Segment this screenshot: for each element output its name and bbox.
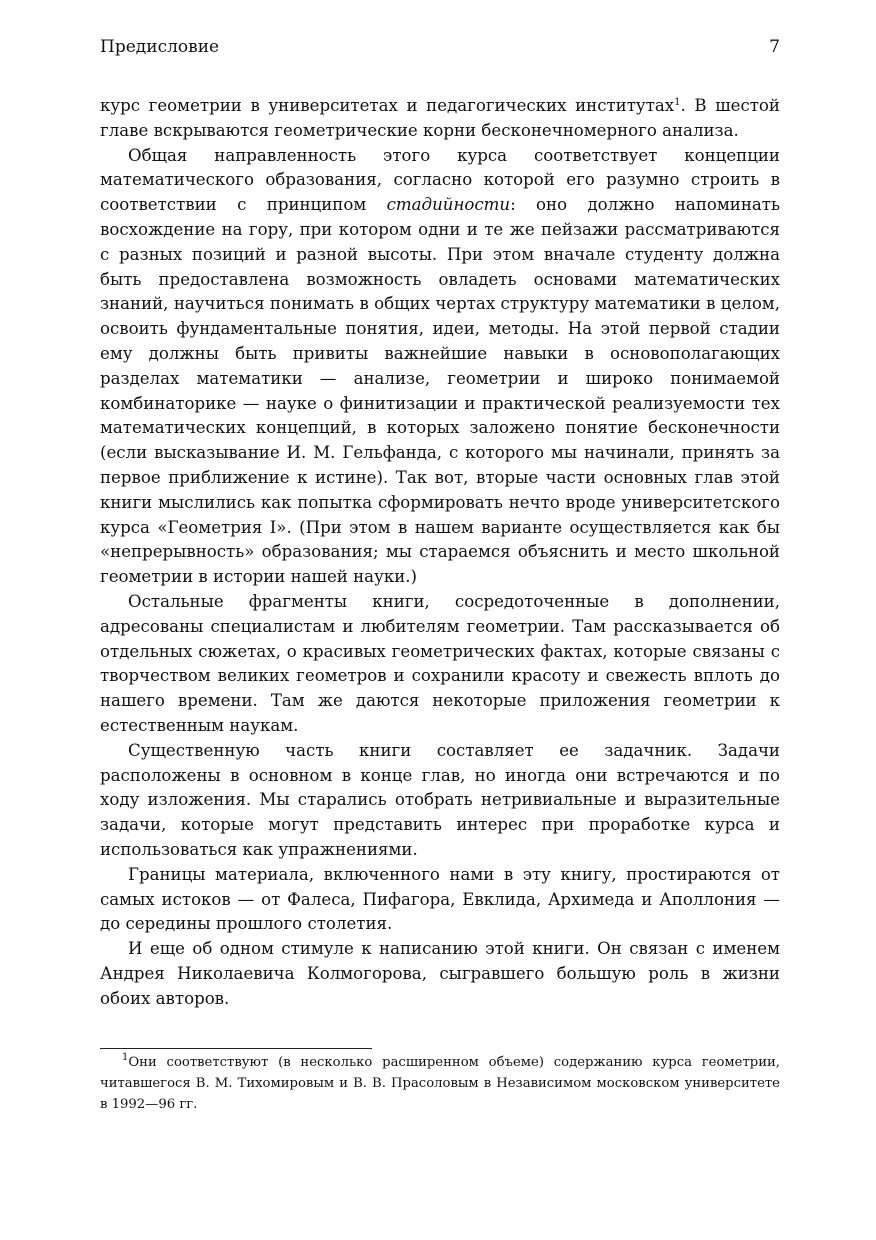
paragraph-4: Существенную часть книги составляет ее задачник. Задачи расположены в основном в конце глав, но иногда они встречаются и по ходу изложения. Мы старались отобрать нетривиальные и выразительные задачи, которые могут представить интерес при проработке курса и использоваться как упражнениями.	[100, 740, 780, 859]
footnote-rule	[100, 1048, 372, 1049]
paragraph-1-end: . В шестой главе вскрываются геометрические корни бесконечномерного анализа.	[100, 96, 780, 140]
paragraph-1-start: курс геометрии в университетах и педагогических институтах	[100, 96, 675, 115]
paragraph-3: Остальные фрагменты книги, сосредоточенные в дополнении, адресованы специалистам и любителям геометрии. Там рассказывается об отдельных сюжетах, о красивых геометрических фактах, которые связаны с творчеством великих геометров и сохранили красоту и свежесть вплоть до нашего времени. Там же даются некоторые приложения геометрии к естественным наукам.	[100, 591, 780, 735]
paragraph-6: И еще об одном стимуле к написанию этой книги. Он связан с именем Андрея Николаевича Колмогорова, сыгравшего большую роль в жизни обоих авторов.	[100, 939, 780, 1008]
running-head	[100, 36, 780, 58]
emphasized-term: стадийности	[386, 195, 511, 215]
page-number: 7	[769, 37, 780, 57]
footnote-reference: 1	[674, 97, 681, 108]
footnote	[100, 1052, 780, 1115]
paragraph-2	[100, 144, 780, 590]
body-text	[100, 94, 780, 1011]
paragraph-2-end: : оно должно напоминать восхождение на гору, при котором одни и те же пейзажи рассматриваются с разных позиций и разной высоты. При этом вначале студенту должна быть предоставлена возможность овладеть основами математических знаний, научиться понимать в общих чертах структуру математики в целом, освоить фундаментальные понятия, идеи, методы. На этой первой стадии ему должны быть привиты важнейшие навыки в основополагающих разделах математики — анализе, геометрии и широко понимаемой комбинаторике — науке о финитизации и практической реализуемости тех математических концепций, в которых заложено понятие бесконечности (если высказывание И. М. Гельфанда, с которого мы начинали, принять за первое приближение к истине). Так вот, вторые части основных глав этой книги мыслились как попытка сформировать нечто вроде университетского курса «Геометрия I». (При этом в нашем варианте осуществляется как бы «непрерывность» образования; мы стараемся объяснить и место школьной геометрии в истории нашей науки.)	[100, 195, 781, 587]
chapter-title: Предисловие	[100, 37, 220, 57]
footnote-marker: 1	[122, 1052, 129, 1063]
paragraph-1	[100, 94, 780, 144]
paragraph-2-start: Общая направленность этого курса соответствует концепции математического образования, согласно которой его разумно строить в соответствии с принципом	[100, 145, 780, 215]
footnote-text: Они соответствуют (в несколько расширенном объеме) содержанию курса геометрии, читавшегося В. М. Тихомировым и В. В. Прасоловым в Независимом московском университете в 1992—96 гг.	[100, 1055, 780, 1112]
paragraph-5: Границы материала, включенного нами в эту книгу, простираются от самых истоков — от Фалеса, Пифагора, Евклида, Архимеда и Аполлония — до середины прошлого столетия.	[100, 864, 780, 934]
